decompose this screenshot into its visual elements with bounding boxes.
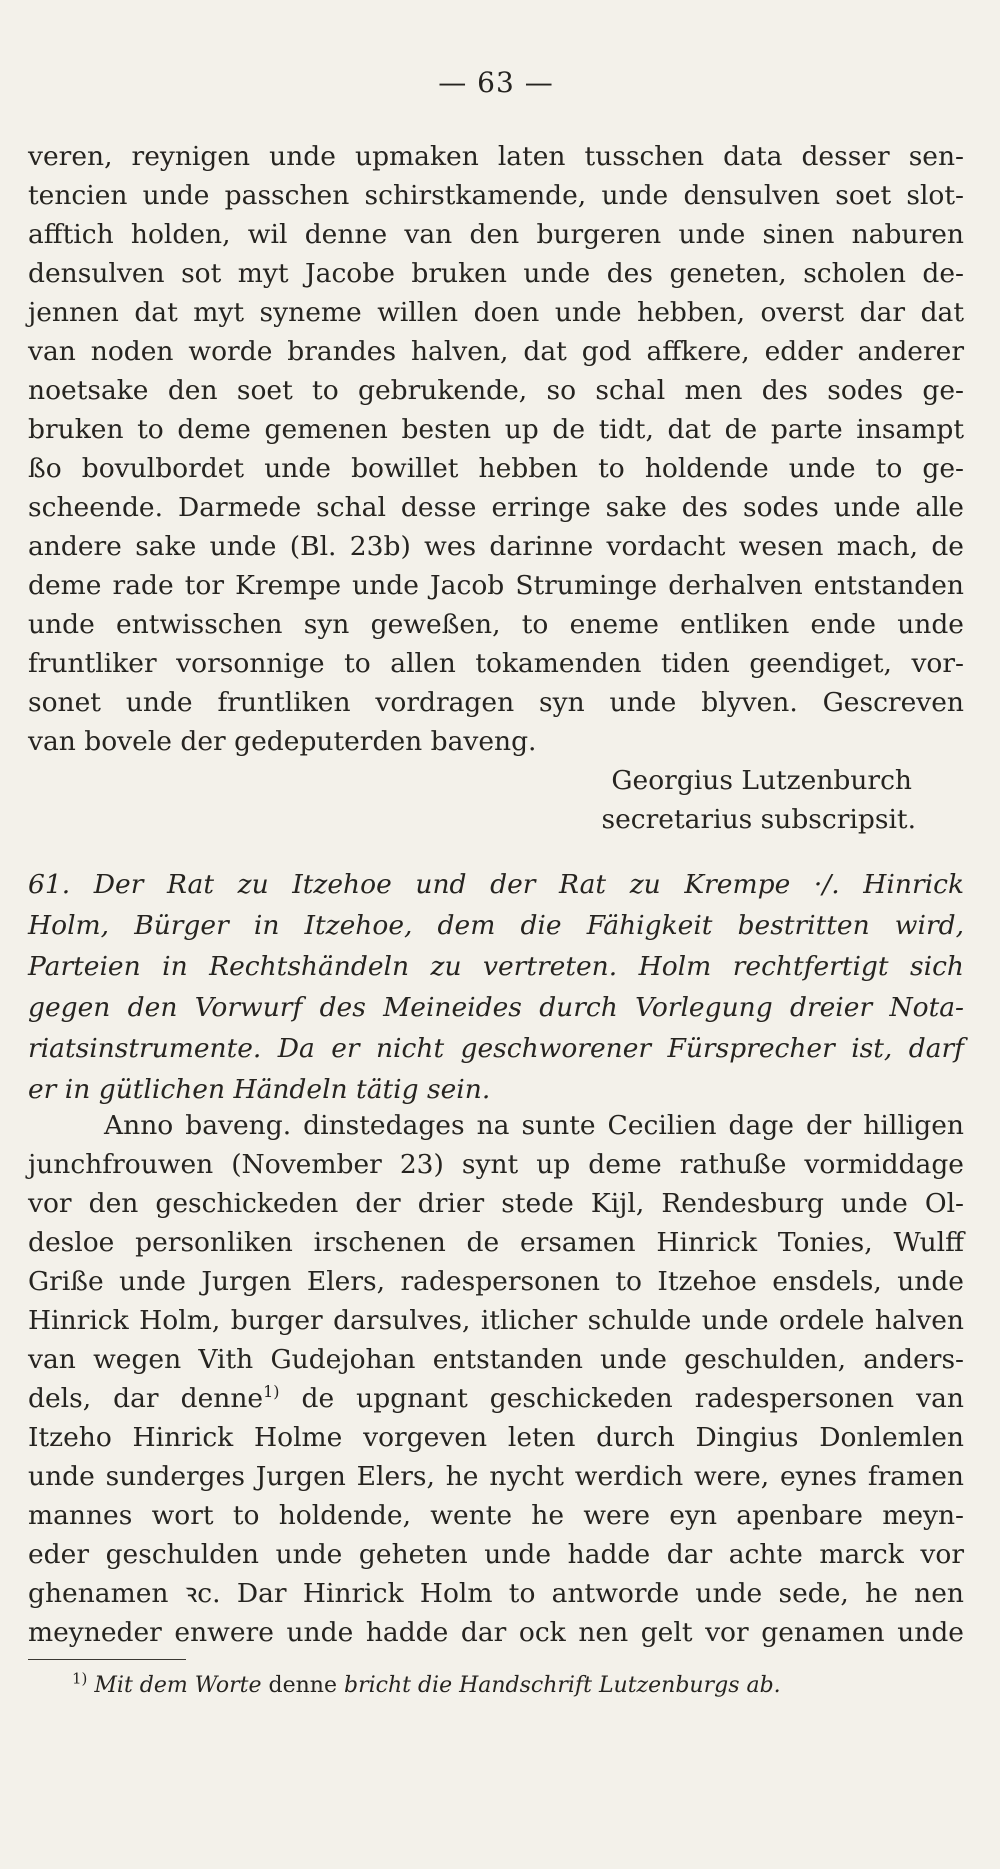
footnote — [72, 1670, 781, 1702]
text-line: bruken to deme gemenen besten up de tidt, dat de parte insampt — [28, 414, 964, 445]
text-line: densulven sot myt Jacobe bruken unde des geneten, scholen de- — [28, 258, 964, 289]
text-line: junchfrouwen (November 23) synt up deme rathuße vormiddage — [28, 1149, 964, 1180]
footnote-mark: 1) — [72, 1669, 88, 1688]
text-line: scheende. Darmede schal desse erringe sake des sodes unde alle — [28, 492, 964, 523]
text-line: ßo bovulbordet unde bowillet hebben to holdende unde to ge- — [28, 453, 964, 484]
text-line: jennen dat myt syneme willen doen unde hebben, overst dar dat — [28, 297, 964, 328]
text-line: deme rade tor Krempe unde Jacob Struminge derhalven entstanden — [28, 570, 964, 601]
text-line: Anno baveng. dinstedages na sunte Cecilien dage der hilligen — [104, 1110, 964, 1141]
text-line: tencien unde passchen schirstkamende, unde densulven soet slot- — [28, 180, 964, 211]
text-line: vor den geschickeden der drier stede Kijl, Rendesburg unde Ol- — [28, 1188, 964, 1219]
text-line: noetsake den soet to gebrukende, so schal men des sodes ge- — [28, 375, 964, 406]
page — [28, 0, 964, 1869]
text-fragment: de upgnant geschickeden radespersonen van — [279, 1383, 964, 1414]
text-line: Hinrick Holm, burger darsulves, itlicher schulde unde ordele halven — [28, 1305, 964, 1336]
signature-title: secretarius subscripsit. — [601, 804, 916, 835]
heading-line: gegen den Vorwurf des Meineides durch Vorlegung dreier Nota- — [28, 992, 964, 1023]
footnote-reference[interactable]: 1) — [263, 1382, 280, 1402]
heading-line: Holm, Bürger in Itzehoe, dem die Fähigkeit bestritten wird, — [28, 910, 964, 941]
heading-line: Parteien in Rechtshändeln zu vertreten. Holm rechtfertigt sich — [28, 951, 964, 982]
footnote-text: bricht die Handschrift Lutzenburgs ab. — [343, 1673, 781, 1698]
heading-line: riatsinstrumente. Da er nicht geschworener Fürsprecher ist, darf — [28, 1033, 964, 1064]
footnote-divider — [28, 1659, 186, 1660]
text-line: mannes wort to holdende, wente he were eyn apenbare meyn- — [28, 1500, 964, 1531]
text-line: sonet unde fruntliken vordragen syn unde blyven. Gescreven — [28, 687, 964, 718]
paragraph-2 — [28, 1106, 964, 1652]
text-line: Griße unde Jurgen Elers, radespersonen to Itzehoe ensdels, unde — [28, 1266, 964, 1297]
text-line: ghenamen ꝛc. Dar Hinrick Holm to antworde unde sede, he nen — [28, 1578, 964, 1609]
text-fragment: dels, dar denne — [28, 1383, 264, 1414]
text-line-with-footnote — [28, 1379, 964, 1418]
text-line: van noden worde brandes halven, dat god affkere, edder anderer — [28, 336, 964, 367]
text-line: veren, reynigen unde upmaken laten tusschen data desser sen- — [28, 141, 964, 172]
signature-name: Georgius Lutzenburch — [611, 765, 912, 796]
text-line: unde entwisschen syn geweßen, to eneme entliken ende unde — [28, 609, 964, 640]
text-line: desloe personliken irschenen de ersamen Hinrick Tonies, Wulff — [28, 1227, 964, 1258]
footnote-keyword: denne — [268, 1673, 337, 1698]
text-line: meyneder enwere unde hadde dar ock nen gelt vor genamen unde — [28, 1617, 964, 1648]
section-61-heading — [28, 864, 964, 1110]
text-line: van bovele der gedeputerden baveng. — [28, 726, 537, 757]
heading-line: er in gütlichen Händeln tätig sein. — [28, 1074, 491, 1105]
text-line: unde sunderges Jurgen Elers, he nycht werdich were, eynes framen — [28, 1461, 964, 1492]
text-line: eder geschulden unde geheten unde hadde dar achte marck vor — [28, 1539, 964, 1570]
text-line: andere sake unde (Bl. 23b) wes darinne vordacht wesen mach, de — [28, 531, 964, 562]
footnote-text: Mit dem Worte — [94, 1673, 262, 1698]
page-number: — 63 — — [438, 66, 554, 99]
text-line: afftich holden, wil denne van den burgeren unde sinen naburen — [28, 219, 964, 250]
heading-line: 61. Der Rat zu Itzehoe und der Rat zu Krempe ·/. Hinrick — [28, 869, 964, 900]
text-line: van wegen Vith Gudejohan entstanden unde geschulden, anders- — [28, 1344, 964, 1375]
paragraph-1 — [28, 137, 964, 839]
text-line: Itzeho Hinrick Holme vorgeven leten durch Dingius Donlemlen — [28, 1422, 964, 1453]
text-line: fruntliker vorsonnige to allen tokamenden tiden geendiget, vor- — [28, 648, 964, 679]
